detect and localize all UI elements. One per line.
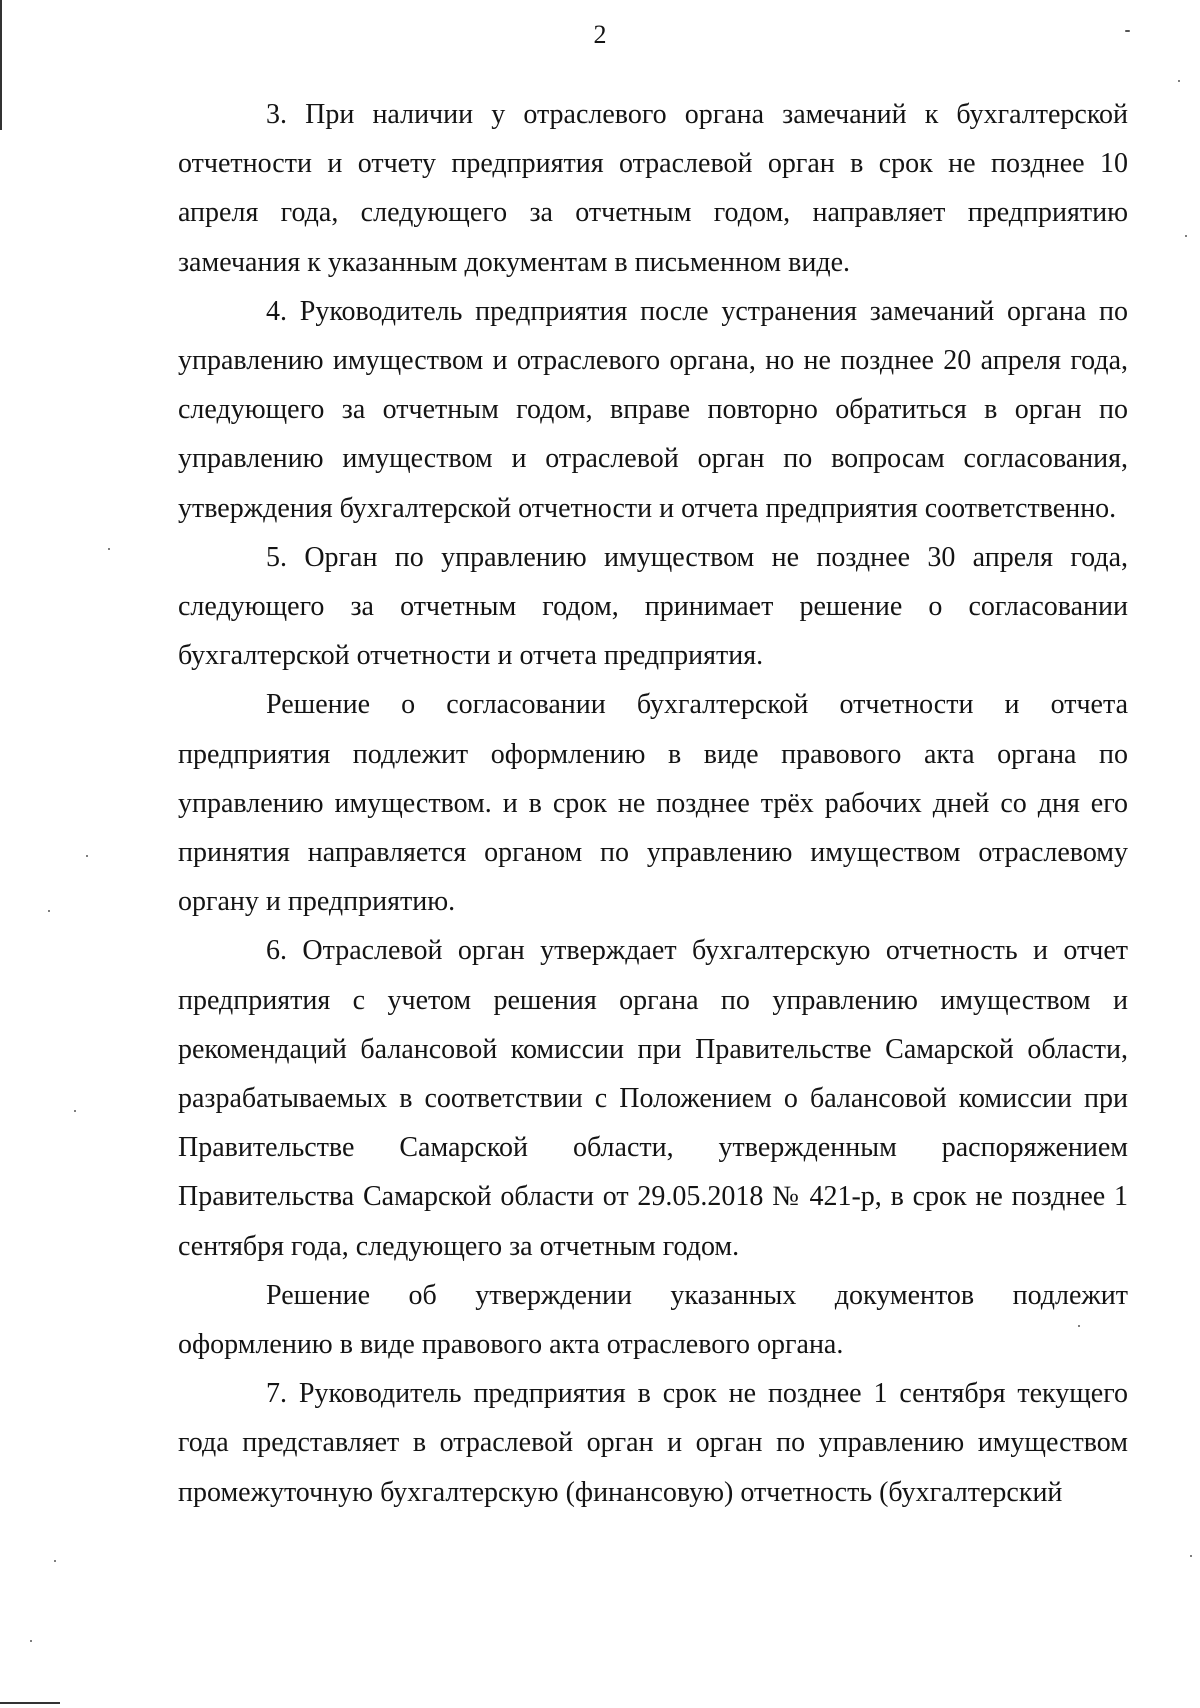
- paragraph-6-decision: Решение об утверждении указанных документов подлежит оформлению в виде правового акта отраслевого органа.: [178, 1279, 1128, 1361]
- scan-edge-mark-left: [0, 0, 2, 130]
- scan-speck: [74, 1110, 76, 1112]
- page-number: 2: [593, 20, 607, 49]
- scan-speck: [54, 1560, 56, 1562]
- scan-speck: [1125, 30, 1130, 32]
- scan-speck: [1190, 1555, 1192, 1557]
- scan-speck: [1185, 235, 1187, 237]
- paragraph-5-decision: Решение о согласовании бухгалтерской отчетности и отчета предприятия подлежит оформлению в виде правового акта органа по управлению имуществом. и в срок не позднее трёх рабочих дней со дня его принятия направляется органом по управлению имуществом отраслевому органу и предприятию.: [178, 689, 1128, 918]
- scan-speck: [108, 548, 110, 550]
- paragraph-3: 3. При наличии у отраслевого органа замечаний к бухгалтерской отчетности и отчету предприятия отраслевой орган в срок не позднее 10 апреля года, следующего за отчетным годом, направляет предприятию замечания к указанным документам в письменном виде.: [178, 99, 1128, 278]
- scan-speck: [86, 855, 88, 857]
- paragraph-5: 5. Орган по управлению имуществом не позднее 30 апреля года, следующего за отчетным годом, принимает решение о согласовании бухгалтерской отчетности и отчета предприятия.: [178, 541, 1128, 672]
- paragraph-4: 4. Руководитель предприятия после устранения замечаний органа по управлению имуществом и отраслевого органа, но не позднее 20 апреля года, следующего за отчетным годом, вправе повторно обратиться в орган по управлению имуществом и отраслевой орган по вопросам согласования, утверждения бухгалтерской отчетности и отчета предприятия соответственно.: [178, 295, 1128, 524]
- scan-speck: [48, 910, 50, 912]
- scan-speck: [1178, 80, 1180, 82]
- scan-speck: [1078, 1325, 1080, 1327]
- paragraph-6: 6. Отраслевой орган утверждает бухгалтерскую отчетность и отчет предприятия с учетом решения органа по управлению имуществом и рекомендаций балансовой комиссии при Правительстве Самарской области, разрабатываемых в соответствии с Положением о балансовой комиссии при Правительстве Самарской области, утвержденным распоряжением Правительства Самарской области от 29.05.2018 № 421-р, в срок не позднее 1 сентября года, следующего за отчетным годом.: [178, 935, 1128, 1262]
- paragraph-7: 7. Руководитель предприятия в срок не позднее 1 сентября текущего года представляет в отраслевой орган и орган по управлению имуществом промежуточную бухгалтерскую (финансовую) отчетность (бухгалтерский: [178, 1378, 1128, 1508]
- scan-edge-mark-bottom: [0, 1702, 60, 1704]
- document-body: [178, 90, 1128, 1517]
- scan-speck: [30, 1640, 32, 1642]
